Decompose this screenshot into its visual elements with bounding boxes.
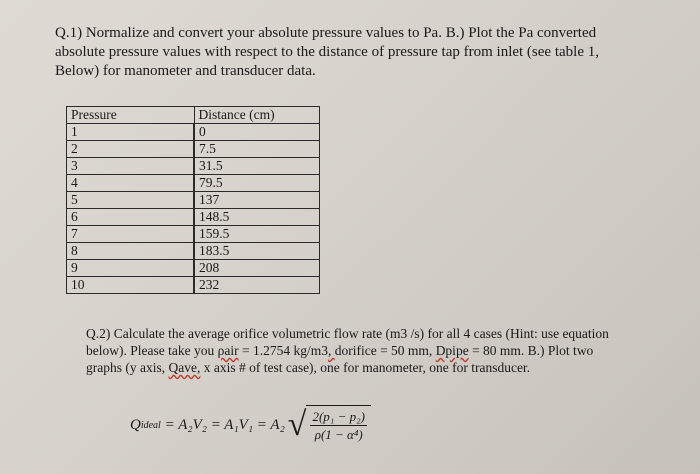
distance-cell: 79.5 (194, 175, 320, 192)
question-1-line: Below) for manometer and transducer data. (55, 63, 316, 79)
text-fragment: graphs (y axis, (86, 360, 169, 375)
question-1-line: Q.1) Normalize and convert your absolute pressure values to Pa. B.) Plot the Pa converted (55, 25, 597, 41)
table-row (67, 226, 320, 243)
pressure-cell: 1 (67, 124, 195, 141)
rho-air-term: ρair (217, 343, 239, 358)
text-fragment: = 80 mm. B.) Plot two (468, 343, 594, 358)
question-2-line: Q.2) Calculate the average orifice volumetric flow rate (m3 /s) for all 4 cases (Hint: use equation (86, 326, 609, 341)
distance-cell: 137 (194, 192, 320, 209)
distance-cell: 148.5 (194, 209, 320, 226)
distance-cell: 159.5 (194, 226, 320, 243)
equation-lhs: Q (130, 416, 141, 433)
equation-denominator: ρ(1 − α⁴) (314, 427, 363, 442)
radical-sign-icon: √ (287, 406, 307, 443)
table-row (67, 192, 320, 209)
text-fragment: = 1.2754 kg/m3 (238, 343, 328, 358)
table-row (67, 158, 320, 175)
pressure-cell: 8 (67, 243, 195, 260)
pressure-cell: 2 (67, 141, 195, 158)
distance-cell: 208 (194, 260, 320, 277)
column-header-pressure: Pressure (67, 107, 195, 124)
pressure-distance-table (66, 106, 320, 294)
distance-cell: 7.5 (194, 141, 320, 158)
d-orifice-term: dorifice (334, 343, 377, 358)
table-row (67, 141, 320, 158)
table-row (67, 209, 320, 226)
d-pipe-term: Dpipe (435, 343, 469, 358)
pressure-cell: 4 (67, 175, 195, 192)
question-2 (86, 325, 676, 376)
equation-middle: = A₂V₂ = A₁V₁ = A₂ (160, 416, 285, 433)
text-fragment: , (327, 343, 335, 358)
distance-cell: 232 (194, 277, 320, 294)
distance-cell: 0 (194, 124, 320, 141)
pressure-cell: 10 (67, 277, 195, 294)
pressure-cell: 5 (67, 192, 195, 209)
question-1 (55, 24, 655, 81)
question-2-line (86, 359, 676, 376)
question-2-line (86, 342, 676, 359)
pressure-cell: 6 (67, 209, 195, 226)
text-fragment: x axis # of test case), one for manometer, one for transducer. (200, 360, 531, 375)
question-1-line: absolute pressure values with respect to the distance of pressure tap from inlet (see table 1, (55, 44, 599, 60)
distance-cell: 183.5 (194, 243, 320, 260)
distance-cell: 31.5 (194, 158, 320, 175)
text-fragment: below). Please take you (86, 343, 218, 358)
table-row (67, 243, 320, 260)
table-row (67, 175, 320, 192)
table-row (67, 277, 320, 294)
q-ave-term: Qave, (168, 360, 201, 375)
equation-numerator: 2(p₁ − p₂) (312, 409, 365, 424)
square-root (288, 405, 371, 445)
table-row (67, 124, 320, 141)
equation-lhs-subscript: ideal (140, 419, 161, 431)
text-fragment: = 50 mm, (376, 343, 436, 358)
table-header-row (67, 107, 320, 124)
pressure-cell: 9 (67, 260, 195, 277)
pressure-cell: 3 (67, 158, 195, 175)
pressure-cell: 7 (67, 226, 195, 243)
column-header-distance: Distance (cm) (194, 107, 320, 124)
flow-rate-equation (130, 405, 371, 445)
equation-fraction (306, 405, 370, 445)
table-row (67, 260, 320, 277)
